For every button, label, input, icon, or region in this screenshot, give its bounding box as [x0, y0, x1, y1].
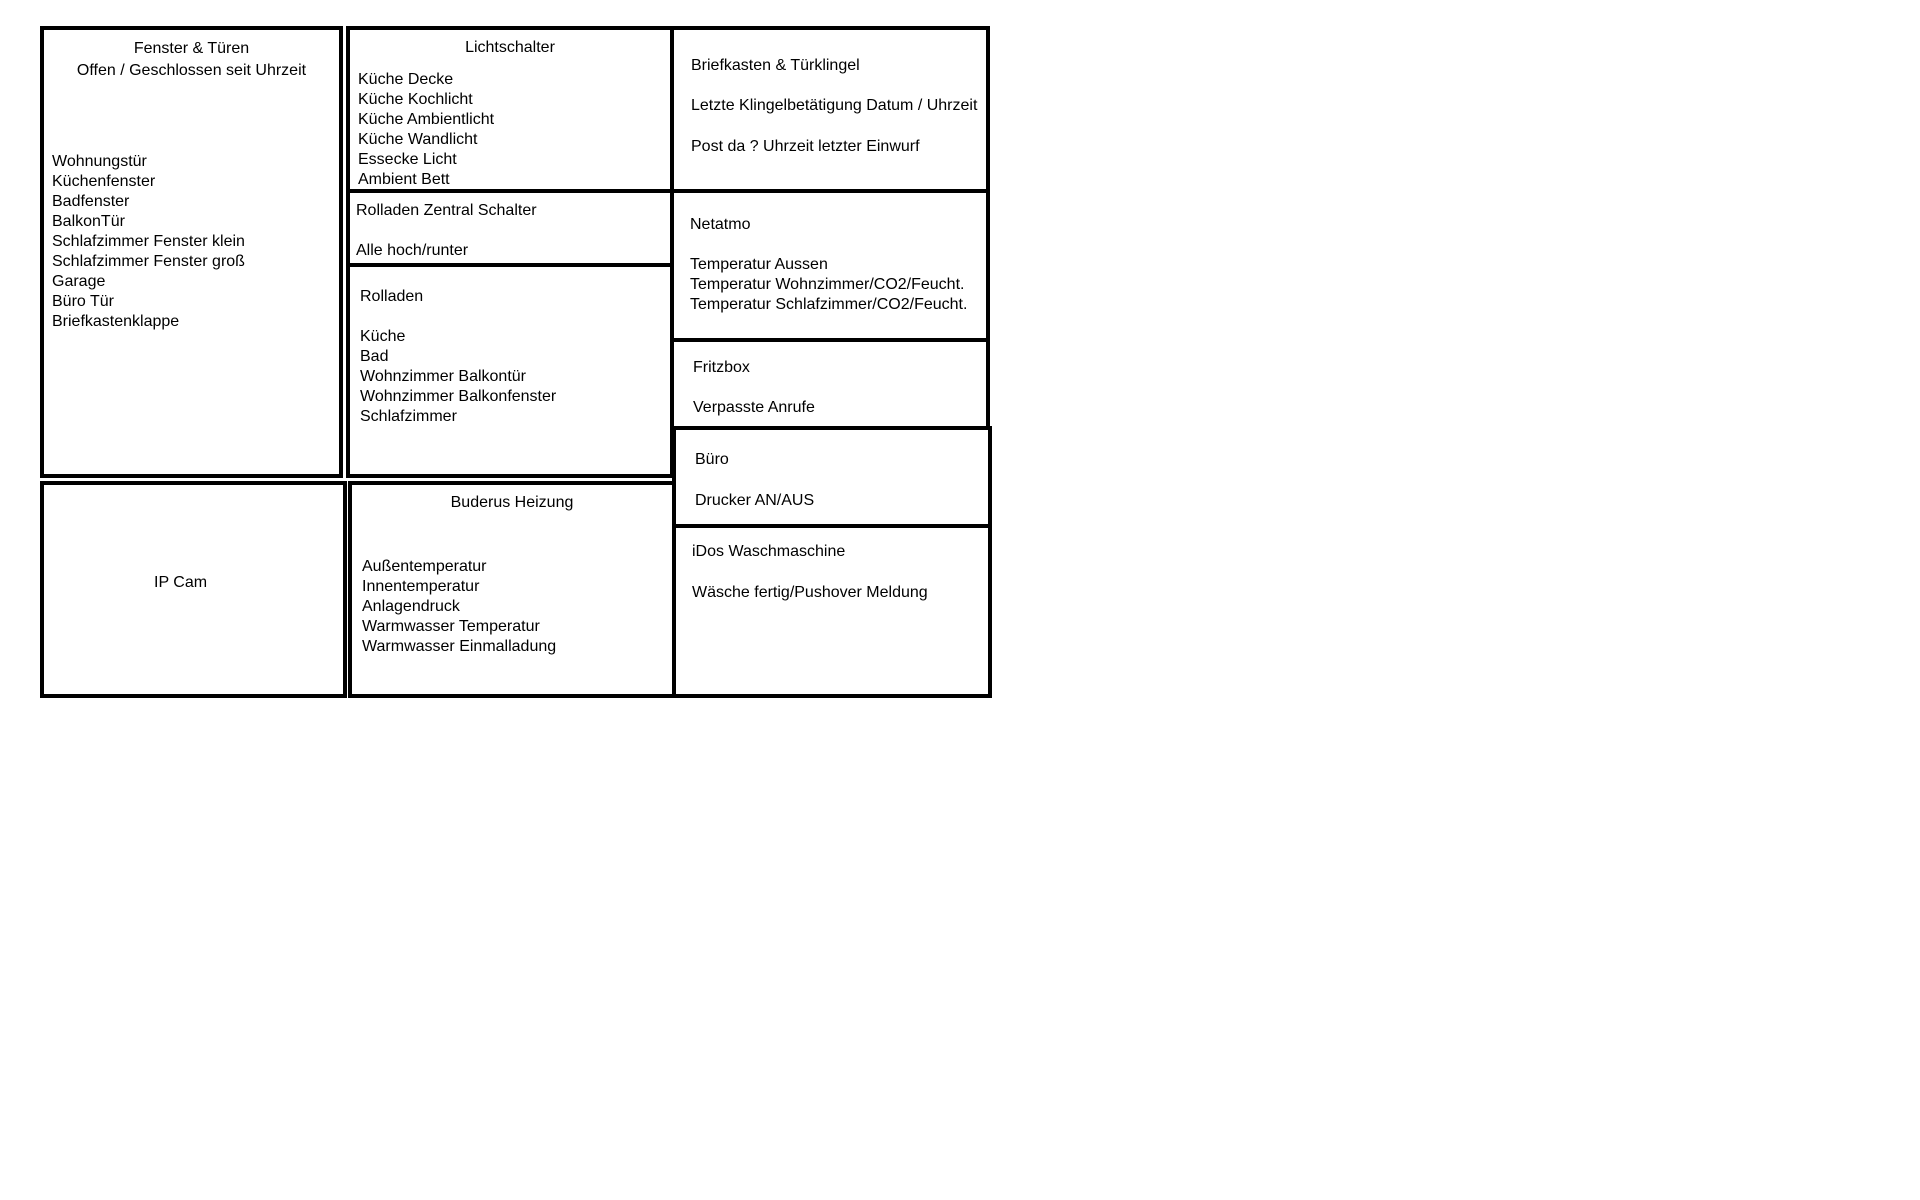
list-item: Warmwasser Temperatur — [362, 618, 540, 635]
panel-fritzbox — [670, 338, 990, 430]
list-item: Küche — [360, 328, 406, 345]
laundry-done-notification: Wäsche fertig/Pushover Meldung — [692, 584, 928, 601]
list-item: Temperatur Wohnzimmer/CO2/Feucht. — [690, 276, 965, 293]
panel-title: Netatmo — [690, 216, 751, 233]
panel-lichtschalter — [346, 26, 674, 193]
panel-buero — [672, 426, 992, 528]
panel-title: Rolladen Zentral Schalter — [356, 202, 537, 219]
list-item: Küchenfenster — [52, 173, 156, 190]
panel-title: Büro — [695, 451, 729, 468]
panel-netatmo — [670, 189, 990, 342]
list-item: Temperatur Aussen — [690, 256, 828, 273]
list-item: Wohnzimmer Balkonfenster — [360, 388, 557, 405]
panel-title: IP Cam — [154, 574, 208, 591]
panel-title: Fritzbox — [693, 359, 750, 376]
list-item: Küche Wandlicht — [358, 131, 478, 148]
list-item: Badfenster — [52, 193, 130, 210]
list-item: Bad — [360, 348, 389, 365]
panel-title: Fenster & Türen — [133, 40, 250, 57]
missed-calls: Verpasste Anrufe — [693, 399, 815, 416]
list-item: Wohnzimmer Balkontür — [360, 368, 526, 385]
list-item: Warmwasser Einmalladung — [362, 638, 557, 655]
panel-fenster-tueren — [40, 26, 343, 478]
panel-waschmaschine — [672, 524, 992, 698]
netatmo-list — [690, 255, 967, 315]
panel-title: Buderus Heizung — [450, 494, 574, 511]
list-item: Temperatur Schlafzimmer/CO2/Feucht. — [690, 296, 968, 313]
list-item: Innentemperatur — [362, 578, 480, 595]
light-switch-list — [358, 70, 494, 190]
list-item: Anlagendruck — [362, 598, 460, 615]
list-item: Garage — [52, 273, 106, 290]
mail-status: Post da ? Uhrzeit letzter Einwurf — [691, 138, 920, 155]
window-door-list — [52, 152, 245, 332]
panel-subtitle: Offen / Geschlossen seit Uhrzeit — [76, 62, 307, 79]
panel-title: Lichtschalter — [465, 39, 555, 56]
panel-title: Briefkasten & Türklingel — [691, 57, 860, 74]
list-item: Briefkastenklappe — [52, 313, 180, 330]
list-item: Schlafzimmer — [360, 408, 457, 425]
panel-ip-cam — [40, 481, 347, 698]
printer-toggle[interactable]: Drucker AN/AUS — [695, 492, 815, 509]
list-item: Küche Kochlicht — [358, 91, 473, 108]
list-item: Wohnungstür — [52, 153, 147, 170]
list-item: BalkonTür — [52, 213, 125, 230]
all-up-down-switch[interactable]: Alle hoch/runter — [356, 242, 469, 259]
list-item: Büro Tür — [52, 293, 114, 310]
list-item: Ambient Bett — [358, 171, 450, 188]
list-item: Schlafzimmer Fenster klein — [52, 233, 245, 250]
list-item: Schlafzimmer Fenster groß — [52, 253, 245, 270]
panel-briefkasten-tuerklingel — [670, 26, 990, 193]
panel-buderus-heizung — [348, 481, 676, 698]
panel-title: iDos Waschmaschine — [692, 543, 846, 560]
panel-rolladen-zentral — [346, 189, 674, 267]
list-item: Essecke Licht — [358, 151, 457, 168]
doorbell-last-ring: Letzte Klingelbetätigung Datum / Uhrzeit — [691, 97, 978, 114]
heating-list — [362, 557, 556, 657]
shutter-list — [360, 327, 556, 427]
panel-rolladen — [346, 263, 674, 478]
list-item: Küche Ambientlicht — [358, 111, 495, 128]
list-item: Küche Decke — [358, 71, 454, 88]
list-item: Außentemperatur — [362, 558, 487, 575]
panel-title: Rolladen — [360, 288, 424, 305]
